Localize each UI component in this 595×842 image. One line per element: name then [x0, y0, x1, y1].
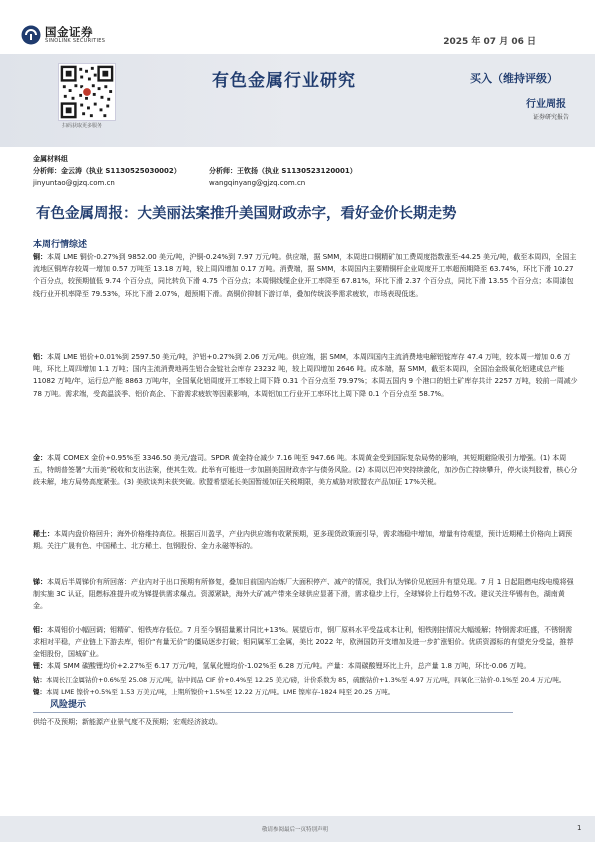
- sinolink-logo-icon: [21, 25, 41, 45]
- paragraph-text: 本周后半周锑价有所回落：产业内对于出口预期有所修复，叠加目前国内冶炼厂大面积停产、减产的情况，我们认为锑价见底回升有望兑现。7 月 1 日起阻燃电线电缆将强制实施 3C 认证，阻燃标准提升或为锑提供需求爆点。资源紧缺，海外大矿减产带来全球供应显著下滑，需求稳步上行，全球锑价上行趋势不改。建议关注华锡有色，湖南黄金。: [33, 578, 574, 611]
- risk-heading: 风险提示: [50, 700, 87, 710]
- qr-caption: 扫码获取更多服务: [62, 123, 103, 129]
- report-type: 行业周报: [526, 99, 566, 110]
- report-subtype: 证券研究报告: [533, 114, 570, 121]
- paragraph-text: 本周 LME 铜价-0.27%到 9852.00 美元/吨，沪铜-0.24%到 7.97 万元/吨。供应端，据 SMM，本周进口铜精矿加工费周度指数涨至-44.25 美元/吨，截至本周四，全国主流地区铜库存较周一增加 0.57 万吨至 13.18 万吨，较上周四增加 0.17 万吨。消费端，据 SMM，本周国内主要精铜杆企业周度开工率超预期降至 63.74%，环比下滑 10.27 个百分点，较预期值低 9.74 个百分点，同比转负下滑 4.75 个百分点；本周铜线缆企业开工率降至 67.81%，环比下滑 2.37 个百分点，同比下滑 13.55 个百分点；本周漆包线行业开机率降至 79.53%，环比下滑 2.07%，超预期下滑。高铜价抑制下游订单，叠加传统淡季需求疲软，市场表现低迷。: [33, 253, 577, 298]
- paragraph-cobalt: [33, 676, 578, 684]
- paragraph-label: 锑：: [33, 578, 47, 586]
- paragraph-label: 铜：: [33, 253, 47, 261]
- paragraph-label: 金：: [33, 454, 47, 462]
- rating-label: 买入（维持评级）: [470, 72, 558, 85]
- paragraph-lithium: [33, 660, 578, 672]
- paragraph-molybdenum: [33, 624, 578, 661]
- paragraph-label: 镍：: [33, 688, 46, 696]
- paragraph-text: 本周长江金属钴价+0.6%至 25.08 万元/吨，钴中间品 CIF 价+0.4%至 12.25 美元/磅，计价系数为 85，硫酸钴价+1.3%至 4.97 万元/吨，四氧化三钴价-0.1%至 20.4 万元/吨。: [46, 676, 566, 684]
- paragraph-label: 铝：: [33, 353, 47, 361]
- paragraph-text: 本周钼价小幅回调；钼精矿、钼铁库存低位。7 月至今钢招量累计同比+13%。展望后市，钢厂原料水平受益成本让利，钼铁刚挂情况大幅缓解；特钢需求旺盛，不锈钢需求相对平稳，产业链上下游去库，钼价“有量无价”的僵局逐步打破；钼同属军工金属，美比 2022 年，欧洲国防开支增加及进一步扩涨钼价。优质资源标的有望充分受益，推荐金钼股份，国城矿业。: [33, 626, 574, 659]
- paragraph-text: 本周 COMEX 金价+0.95%至 3346.50 美元/盎司。SPDR 黄金持仓减少 7.16 吨至 947.66 吨。本周黄金受到国际复杂局势的影响，其短期避险吸引力增强。(1) 本周五，特朗普签署“大而美”税收和支出法案，使其生效。此举有可能进一步加剧美国财政赤字与债务风险。(2) 本周以巴冲突持续激化，加沙伤亡持续攀升，停火谈判胶着，核心分歧未解，地方局势高度紧张。(3) 美欧谈判未获突破。欧盟希望延长美国暂缓加征关税期限，美方威胁对欧盟农产品加征 17%关税。: [33, 454, 578, 487]
- report-date: 2025 年 07 月 06 日: [443, 37, 536, 47]
- paragraph-text: 本周 LME 镍价+0.5%至 1.53 万美元/吨，上期所镍价+1.5%至 12.22 万元/吨。LME 镍库存-1824 吨至 20.25 万吨。: [46, 688, 395, 696]
- paragraph-aluminum: [33, 351, 578, 400]
- analyst-2-email[interactable]: wangqinyang@gjzq.com.cn: [209, 179, 306, 187]
- analyst-2: 分析师：王钦扬（执业 S1130523120001）: [209, 167, 357, 175]
- report-title: 有色金属行业研究: [212, 71, 356, 91]
- paragraph-text: 本周 SMM 碳酸锂均价+2.27%至 6.17 万元/吨，氢氧化锂均价-1.02%至 6.28 万元/吨。产量：本周碳酸锂环比上升，总产量 1.8 万吨，环比-0.06 万吨。: [47, 662, 531, 670]
- paragraph-label: 锂：: [33, 662, 47, 670]
- section-heading: 本周行情综述: [33, 240, 88, 250]
- main-title: 有色金属周报：大美丽法案推升美国财政赤字，看好金价长期走势: [36, 206, 457, 222]
- logo-text-en: SINOLINK SECURITIES: [45, 38, 106, 44]
- analyst-1: 分析师：金云涛（执业 S1130525030002）: [33, 167, 181, 175]
- sector-group: 金属材料组: [33, 155, 68, 163]
- paragraph-antimony: [33, 576, 578, 613]
- footer-disclaimer: 敬请参阅最后一页特别声明: [262, 827, 329, 833]
- paragraph-label: 稀土：: [33, 530, 54, 538]
- paragraph-label: 钼：: [33, 626, 47, 634]
- page-number: 1: [577, 824, 582, 832]
- paragraph-text: 本周 LME 铝价+0.01%到 2597.50 美元/吨，沪铝+0.27%到 2.06 万元/吨。供应端，据 SMM，本周四国内主流消费地电解铝锭库存 47.4 万吨，较本周一增加 0.6 万吨，环比上周四增加 1.1 万吨；国内主流消费地再生铝合金锭社会库存 23232 吨，较上周四增加 2646 吨。成本端，据 SMM，截至本周四，全国冶金级氧化铝建成总产能 11082 万吨/年，运行总产能 8863 万吨/年，全国氧化铝周度开工率较上周下降 0.31 个百分点至 79.97%；本周五国内 9 个港口的铝土矿库存共计 2257 万吨，较前一周减少 78 万吨。需求端，受高温淡季、铝价高企、下游需求疲软等因素影响，本周铝加工行业开工率环比上周下降 0.1 个百分点至 58.7%。: [33, 353, 578, 398]
- paragraph-nickel: [33, 688, 578, 696]
- risk-divider: [33, 712, 513, 713]
- analyst-1-email[interactable]: jinyuntao@gjzq.com.cn: [33, 179, 115, 187]
- paragraph-label: 钴：: [33, 676, 46, 684]
- paragraph-rare-earth: [33, 528, 578, 552]
- risk-text: 供给不及预期；新能源产业景气度不及预期；宏观经济波动。: [33, 718, 222, 726]
- logo-text-cn: 国金证券: [45, 25, 93, 39]
- paragraph-copper: [33, 251, 578, 300]
- qr-code-icon: [58, 63, 116, 121]
- paragraph-text: 本周内盘价格回升；海外价格维持高位。根据百川盈孚，产业内供应端有收紧预期，更多现货政策面引导，需求端稳中增加，增量有待观望，预计近期稀土价格向上调预期。关注广晟有色、中国稀土、北方稀土、包钢股份、金力永磁等标的。: [33, 530, 572, 551]
- paragraph-gold: [33, 452, 578, 489]
